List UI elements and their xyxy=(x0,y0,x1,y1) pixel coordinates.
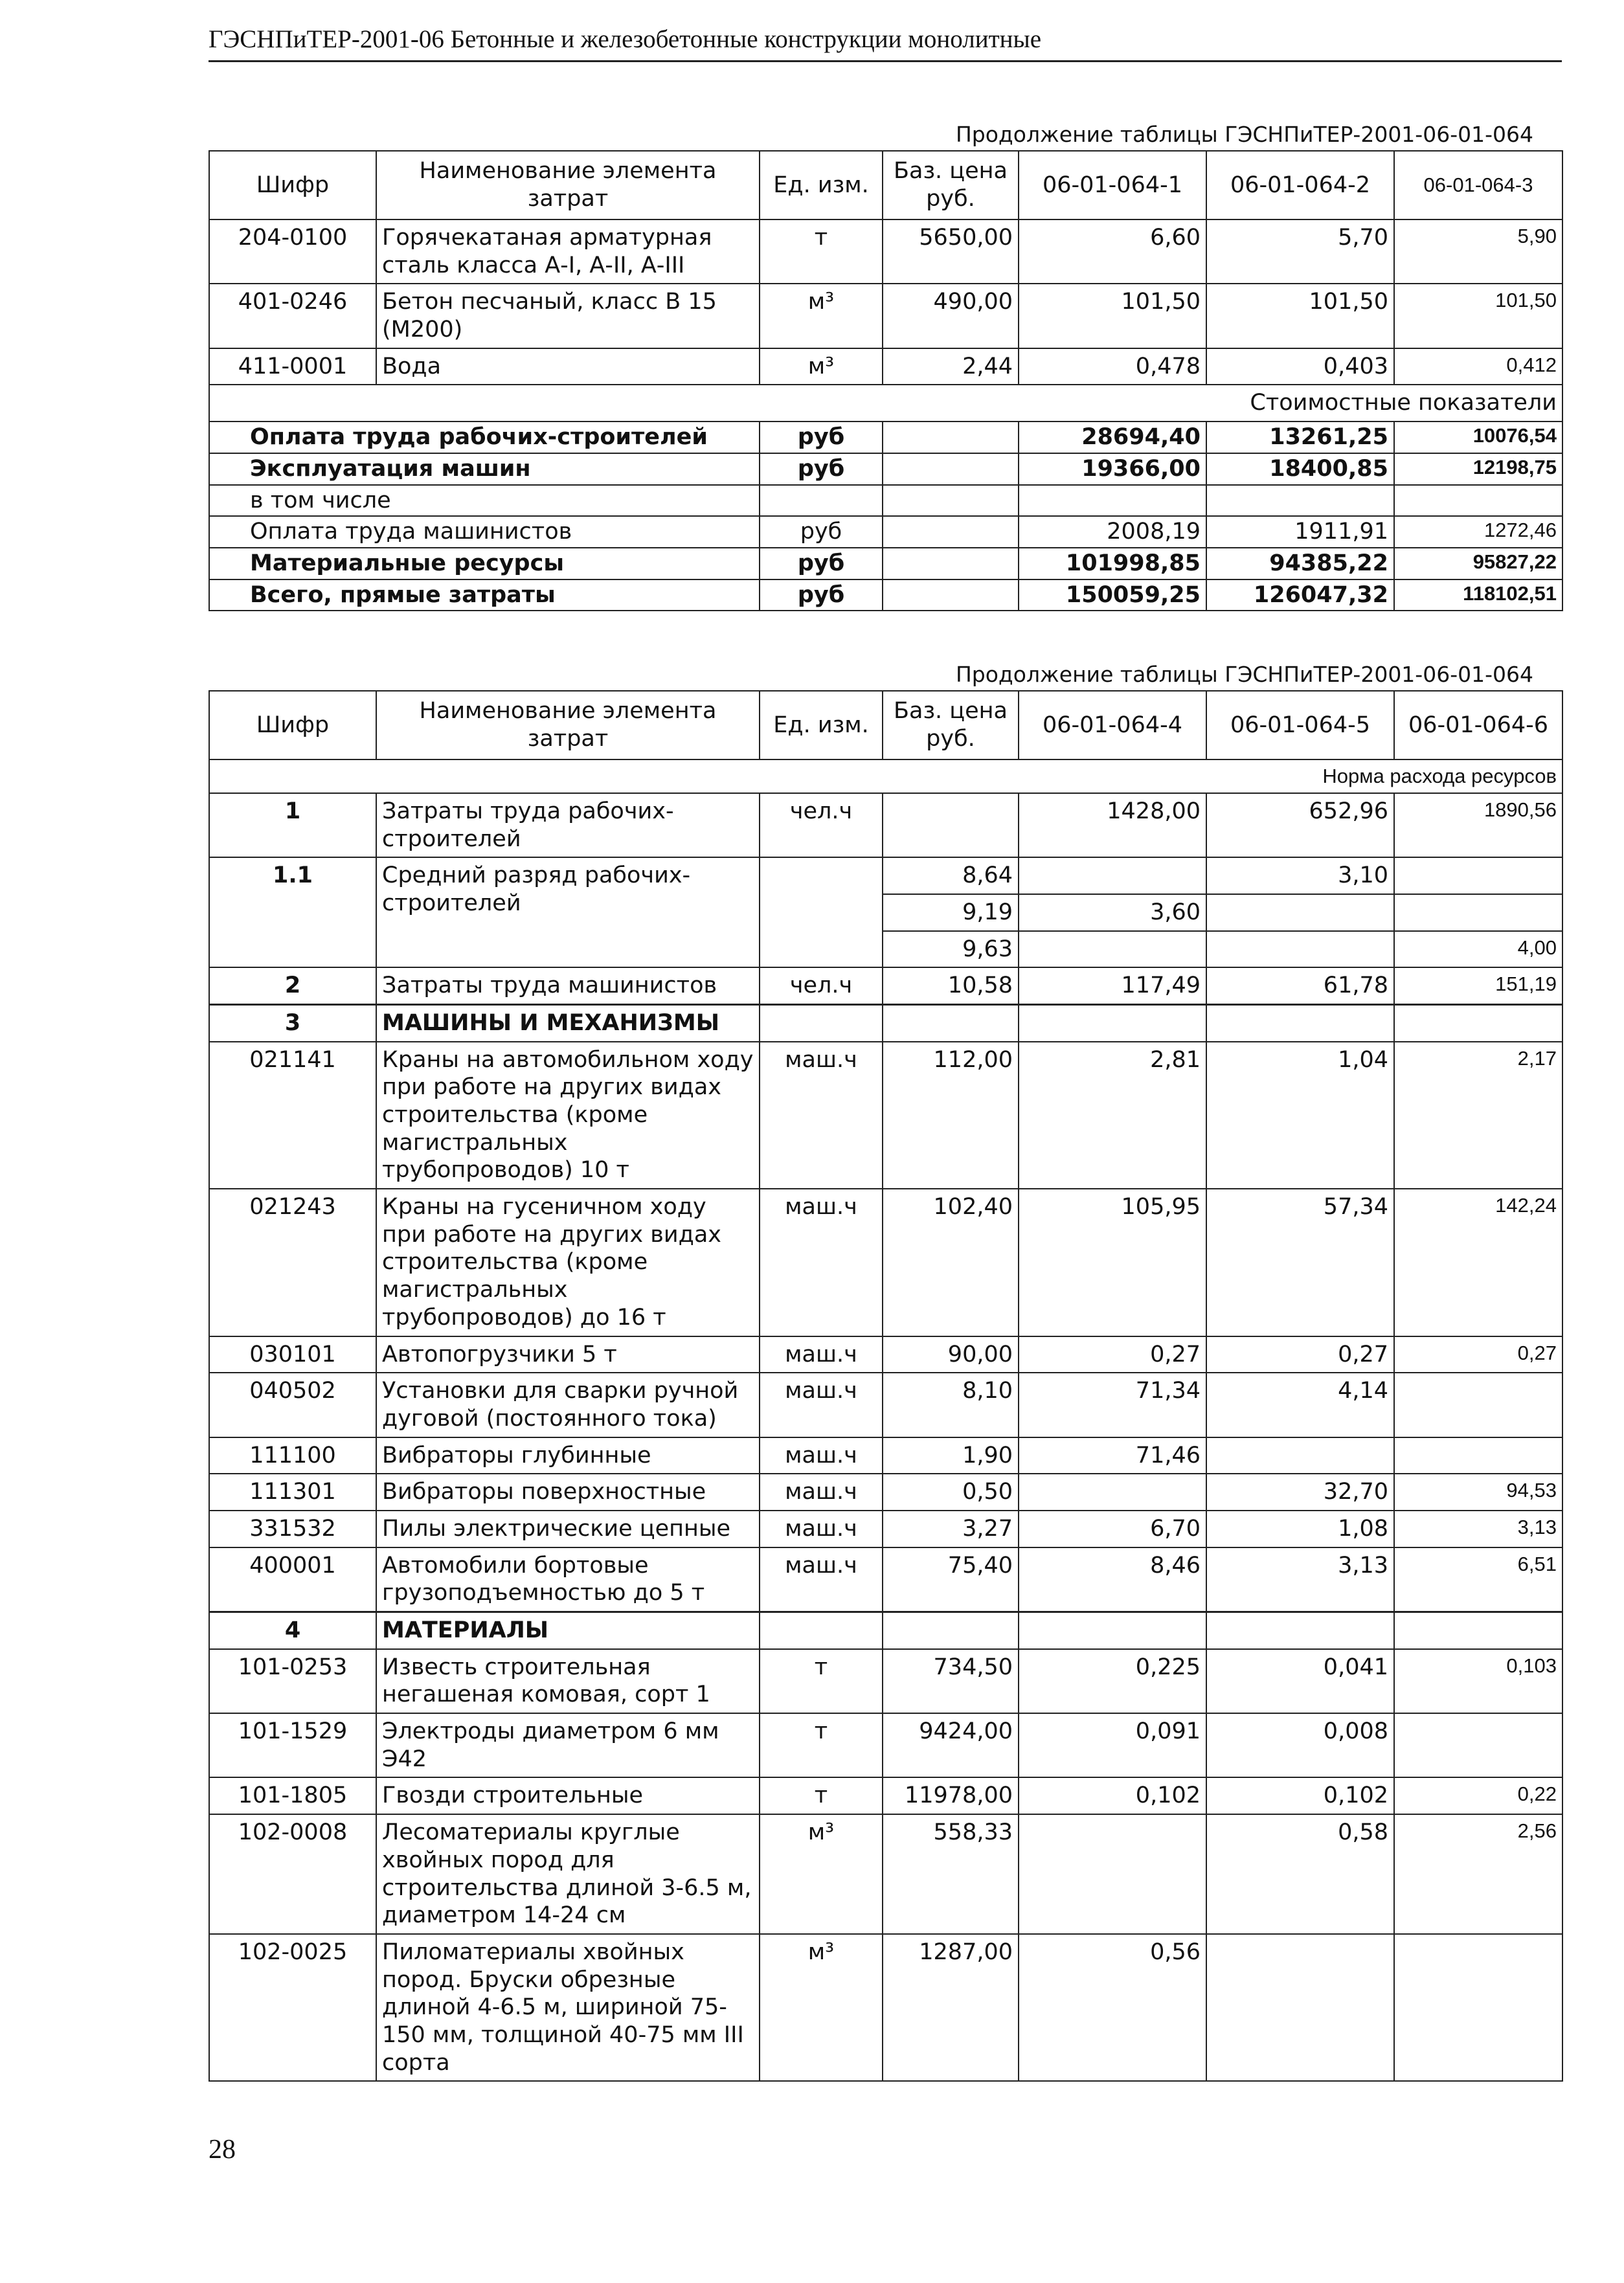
row-price: 9424,00 xyxy=(883,1713,1019,1777)
row-code: 040502 xyxy=(209,1373,376,1437)
row-code: 030101 xyxy=(209,1336,376,1373)
grade-value-3 xyxy=(1394,894,1562,931)
row-name: Затраты труда машинистов xyxy=(376,967,760,1004)
table-row xyxy=(209,1814,1562,1934)
row-name: Автопогрузчики 5 т xyxy=(376,1336,760,1373)
table-row xyxy=(209,1649,1562,1713)
row-value-2: 0,102 xyxy=(1206,1777,1394,1814)
row-value-2 xyxy=(1206,1437,1394,1474)
empty-cell xyxy=(1206,1612,1394,1649)
row-price: 1287,00 xyxy=(883,1934,1019,2081)
row-value-3: 0,27 xyxy=(1394,1336,1562,1373)
row-value-1: 0,56 xyxy=(1019,1934,1206,2081)
col-header-name: Наименование элемента затрат xyxy=(376,151,760,219)
row-value-1: 71,46 xyxy=(1019,1437,1206,1474)
section-label-row xyxy=(209,385,1562,422)
summary-unit: руб xyxy=(760,548,883,579)
col-header-name: Наименование элемента затрат xyxy=(376,691,760,759)
table-row xyxy=(209,1189,1562,1336)
row-name: Известь строительная негашеная комовая, сорт 1 xyxy=(376,1649,760,1713)
table-row xyxy=(209,1042,1562,1189)
row-value-2: 0,008 xyxy=(1206,1713,1394,1777)
row-code: 331532 xyxy=(209,1511,376,1547)
row-price: 11978,00 xyxy=(883,1777,1019,1814)
row-name: Автомобили бортовые грузоподъемностью до 5 т xyxy=(376,1547,760,1612)
row-value-2: 5,70 xyxy=(1206,219,1394,284)
section-header-row xyxy=(209,1004,1562,1041)
summary-value-2: 13261,25 xyxy=(1206,422,1394,453)
summary-name: Оплата труда рабочих-строителей xyxy=(209,422,760,453)
summary-name: Всего, прямые затраты xyxy=(209,579,760,611)
summary-value-1: 101998,85 xyxy=(1019,548,1206,579)
row-code: 102-0025 xyxy=(209,1934,376,2081)
summary-name: Эксплуатация машин xyxy=(209,453,760,485)
table-row xyxy=(209,1713,1562,1777)
summary-unit xyxy=(760,485,883,517)
summary-value-3: 1272,46 xyxy=(1394,516,1562,548)
row-value-2: 0,403 xyxy=(1206,348,1394,385)
row-value-3 xyxy=(1394,1713,1562,1777)
row-value-1: 6,70 xyxy=(1019,1511,1206,1547)
empty-cell xyxy=(883,1612,1019,1649)
summary-empty xyxy=(883,422,1019,453)
row-value-3: 0,103 xyxy=(1394,1649,1562,1713)
section-label-cost: Стоимостные показатели xyxy=(209,385,1562,422)
row-value-3: 0,22 xyxy=(1394,1777,1562,1814)
grade-value-1: 3,60 xyxy=(1019,894,1206,931)
col-header-unit: Ед. изм. xyxy=(760,691,883,759)
row-value-2 xyxy=(1206,1934,1394,2081)
col-header-variant-6: 06-01-064-6 xyxy=(1394,691,1562,759)
row-price: 112,00 xyxy=(883,1042,1019,1189)
summary-empty xyxy=(883,485,1019,517)
row-code: 021141 xyxy=(209,1042,376,1189)
table2-header-row xyxy=(209,691,1562,759)
row-unit: м³ xyxy=(760,348,883,385)
empty-cell xyxy=(883,1004,1019,1041)
row-value-1: 6,60 xyxy=(1019,219,1206,284)
row-value-1: 2,81 xyxy=(1019,1042,1206,1189)
row-value-3: 101,50 xyxy=(1394,284,1562,348)
row-code: 102-0008 xyxy=(209,1814,376,1934)
row-price: 102,40 xyxy=(883,1189,1019,1336)
grade-value-1 xyxy=(1019,857,1206,894)
summary-value-2: 18400,85 xyxy=(1206,453,1394,485)
row-value-3 xyxy=(1394,1437,1562,1474)
row-price: 3,27 xyxy=(883,1511,1019,1547)
row-value-2: 101,50 xyxy=(1206,284,1394,348)
row-value-1: 0,27 xyxy=(1019,1336,1206,1373)
row-code: 111301 xyxy=(209,1474,376,1511)
row-unit: маш.ч xyxy=(760,1437,883,1474)
grade-value-2 xyxy=(1206,931,1394,968)
summary-row xyxy=(209,485,1562,517)
summary-value-3: 12198,75 xyxy=(1394,453,1562,485)
summary-row xyxy=(209,453,1562,485)
table-row xyxy=(209,1336,1562,1373)
row-code: 111100 xyxy=(209,1437,376,1474)
empty-cell xyxy=(1019,1004,1206,1041)
row-price: 734,50 xyxy=(883,1649,1019,1713)
col-header-variant-2: 06-01-064-2 xyxy=(1206,151,1394,219)
summary-name: Материальные ресурсы xyxy=(209,548,760,579)
row-code: 021243 xyxy=(209,1189,376,1336)
row-name: Средний разряд рабочих-строителей xyxy=(376,857,760,967)
row-value-3 xyxy=(1394,1934,1562,2081)
row-value-3: 3,13 xyxy=(1394,1511,1562,1547)
row-unit: маш.ч xyxy=(760,1511,883,1547)
row-value-3: 94,53 xyxy=(1394,1474,1562,1511)
section-title-materials: МАТЕРИАЛЫ xyxy=(376,1612,760,1649)
grade-value-2: 3,10 xyxy=(1206,857,1394,894)
row-code: 101-1805 xyxy=(209,1777,376,1814)
row-value-1: 0,091 xyxy=(1019,1713,1206,1777)
row-value-2: 1,08 xyxy=(1206,1511,1394,1547)
row-code: 101-1529 xyxy=(209,1713,376,1777)
row-unit: т xyxy=(760,1777,883,1814)
summary-unit: руб xyxy=(760,453,883,485)
row-name: Краны на автомобильном ходу при работе на других видах строительства (кроме магистральных трубопроводов) 10 т xyxy=(376,1042,760,1189)
section-label-row xyxy=(209,759,1562,793)
row-price: 90,00 xyxy=(883,1336,1019,1373)
row-name: Горячекатаная арматурная сталь класса А-I, А-II, А-III xyxy=(376,219,760,284)
row-value-3: 0,412 xyxy=(1394,348,1562,385)
row-value-3: 142,24 xyxy=(1394,1189,1562,1336)
row-price: 490,00 xyxy=(883,284,1019,348)
table-row xyxy=(209,1547,1562,1612)
table-row xyxy=(209,1474,1562,1511)
row-name: Вода xyxy=(376,348,760,385)
row-value-1: 8,46 xyxy=(1019,1547,1206,1612)
row-value-2: 0,58 xyxy=(1206,1814,1394,1934)
row-unit: чел.ч xyxy=(760,793,883,857)
table-row xyxy=(209,793,1562,857)
table-row xyxy=(209,1373,1562,1437)
row-price: 2,44 xyxy=(883,348,1019,385)
row-unit: маш.ч xyxy=(760,1373,883,1437)
row-value-1: 101,50 xyxy=(1019,284,1206,348)
row-unit: т xyxy=(760,219,883,284)
summary-value-1: 2008,19 xyxy=(1019,516,1206,548)
row-name: Лесоматериалы круглые хвойных пород для строительства длиной 3-6.5 м, диаметром 14-24 см xyxy=(376,1814,760,1934)
row-value-1: 0,478 xyxy=(1019,348,1206,385)
summary-empty xyxy=(883,453,1019,485)
row-price: 8,10 xyxy=(883,1373,1019,1437)
table-row xyxy=(209,1511,1562,1547)
grade-value-1 xyxy=(1019,931,1206,968)
table-row xyxy=(209,219,1562,284)
row-code: 204-0100 xyxy=(209,219,376,284)
summary-value-1: 28694,40 xyxy=(1019,422,1206,453)
empty-cell xyxy=(1019,1612,1206,1649)
grade-value-3 xyxy=(1394,857,1562,894)
summary-value-2: 126047,32 xyxy=(1206,579,1394,611)
row-name: Бетон песчаный, класс В 15 (М200) xyxy=(376,284,760,348)
row-code: 400001 xyxy=(209,1547,376,1612)
empty-cell xyxy=(1394,1612,1562,1649)
row-price xyxy=(883,793,1019,857)
col-header-unit: Ед. изм. xyxy=(760,151,883,219)
table2-caption: Продолжение таблицы ГЭСНПиТЕР-2001-06-01-064 xyxy=(955,662,1533,687)
summary-value-1: 19366,00 xyxy=(1019,453,1206,485)
summary-unit: руб xyxy=(760,422,883,453)
row-value-2: 1,04 xyxy=(1206,1042,1394,1189)
row-unit: маш.ч xyxy=(760,1547,883,1612)
row-unit: м³ xyxy=(760,1814,883,1934)
row-code: 1 xyxy=(209,793,376,857)
row-value-1 xyxy=(1019,1474,1206,1511)
resource-table-2 xyxy=(209,690,1563,2082)
row-unit xyxy=(760,857,883,967)
col-header-code: Шифр xyxy=(209,151,376,219)
col-header-variant-4: 06-01-064-4 xyxy=(1019,691,1206,759)
empty-cell xyxy=(1206,1004,1394,1041)
row-value-3: 2,56 xyxy=(1394,1814,1562,1934)
row-value-2: 32,70 xyxy=(1206,1474,1394,1511)
summary-value-3: 95827,22 xyxy=(1394,548,1562,579)
summary-value-1: 150059,25 xyxy=(1019,579,1206,611)
empty-cell xyxy=(1394,1004,1562,1041)
row-value-3: 1890,56 xyxy=(1394,793,1562,857)
row-code: 2 xyxy=(209,967,376,1004)
row-unit: чел.ч xyxy=(760,967,883,1004)
summary-value-1 xyxy=(1019,485,1206,517)
table1-caption: Продолжение таблицы ГЭСНПиТЕР-2001-06-01-064 xyxy=(955,122,1533,147)
resource-table-1 xyxy=(209,150,1563,611)
table1-header-row xyxy=(209,151,1562,219)
row-unit: маш.ч xyxy=(760,1474,883,1511)
row-value-1: 105,95 xyxy=(1019,1189,1206,1336)
summary-row xyxy=(209,422,1562,453)
summary-name: Оплата труда машинистов xyxy=(209,516,760,548)
grade-price: 8,64 xyxy=(883,857,1019,894)
row-price: 1,90 xyxy=(883,1437,1019,1474)
section-header-row xyxy=(209,1612,1562,1649)
row-code: 411-0001 xyxy=(209,348,376,385)
row-value-3 xyxy=(1394,1373,1562,1437)
col-header-price: Баз. цена руб. xyxy=(883,151,1019,219)
row-price: 10,58 xyxy=(883,967,1019,1004)
row-value-1 xyxy=(1019,1814,1206,1934)
row-unit: маш.ч xyxy=(760,1336,883,1373)
table-row xyxy=(209,1934,1562,2081)
table-row xyxy=(209,967,1562,1004)
summary-empty xyxy=(883,579,1019,611)
grade-value-2 xyxy=(1206,894,1394,931)
row-value-2: 4,14 xyxy=(1206,1373,1394,1437)
table-row xyxy=(209,284,1562,348)
row-value-1: 0,225 xyxy=(1019,1649,1206,1713)
summary-value-2 xyxy=(1206,485,1394,517)
row-value-3: 5,90 xyxy=(1394,219,1562,284)
section-code: 3 xyxy=(209,1004,376,1041)
row-value-2: 652,96 xyxy=(1206,793,1394,857)
summary-value-3 xyxy=(1394,485,1562,517)
row-value-1: 0,102 xyxy=(1019,1777,1206,1814)
row-price: 0,50 xyxy=(883,1474,1019,1511)
summary-empty xyxy=(883,516,1019,548)
grade-price: 9,19 xyxy=(883,894,1019,931)
row-name: Установки для сварки ручной дуговой (постоянного тока) xyxy=(376,1373,760,1437)
row-name: Вибраторы поверхностные xyxy=(376,1474,760,1511)
row-unit: маш.ч xyxy=(760,1189,883,1336)
section-label-norm: Норма расхода ресурсов xyxy=(209,759,1562,793)
row-value-3: 151,19 xyxy=(1394,967,1562,1004)
section-title-machines: МАШИНЫ И МЕХАНИЗМЫ xyxy=(376,1004,760,1041)
row-unit: м³ xyxy=(760,284,883,348)
row-name: Электроды диаметром 6 мм Э42 xyxy=(376,1713,760,1777)
row-name: Пиломатериалы хвойных пород. Бруски обрезные длиной 4-6.5 м, шириной 75-150 мм, толщиной 40-75 мм III сорта xyxy=(376,1934,760,2081)
grade-value-3: 4,00 xyxy=(1394,931,1562,968)
row-unit: т xyxy=(760,1649,883,1713)
summary-row xyxy=(209,516,1562,548)
summary-value-2: 94385,22 xyxy=(1206,548,1394,579)
row-price: 558,33 xyxy=(883,1814,1019,1934)
row-name: Гвозди строительные xyxy=(376,1777,760,1814)
row-value-2: 61,78 xyxy=(1206,967,1394,1004)
row-value-2: 0,27 xyxy=(1206,1336,1394,1373)
summary-value-3: 118102,51 xyxy=(1394,579,1562,611)
summary-unit: руб xyxy=(760,516,883,548)
row-value-1: 117,49 xyxy=(1019,967,1206,1004)
row-value-2: 0,041 xyxy=(1206,1649,1394,1713)
grade-price: 9,63 xyxy=(883,931,1019,968)
col-header-variant-5: 06-01-064-5 xyxy=(1206,691,1394,759)
col-header-variant-3: 06-01-064-3 xyxy=(1394,151,1562,219)
row-code: 101-0253 xyxy=(209,1649,376,1713)
row-value-3: 6,51 xyxy=(1394,1547,1562,1612)
row-value-1: 1428,00 xyxy=(1019,793,1206,857)
summary-name: в том числе xyxy=(209,485,760,517)
col-header-variant-1: 06-01-064-1 xyxy=(1019,151,1206,219)
summary-row xyxy=(209,579,1562,611)
summary-value-3: 10076,54 xyxy=(1394,422,1562,453)
row-value-3: 2,17 xyxy=(1394,1042,1562,1189)
grade-row xyxy=(209,857,1562,894)
row-price: 75,40 xyxy=(883,1547,1019,1612)
row-code: 401-0246 xyxy=(209,284,376,348)
empty-cell xyxy=(760,1004,883,1041)
table-row xyxy=(209,348,1562,385)
section-code: 4 xyxy=(209,1612,376,1649)
row-price: 5650,00 xyxy=(883,219,1019,284)
row-name: Вибраторы глубинные xyxy=(376,1437,760,1474)
empty-cell xyxy=(760,1612,883,1649)
table-row xyxy=(209,1777,1562,1814)
page-header-title: ГЭСНПиТЕР-2001-06 Бетонные и железобетонные конструкции монолитные xyxy=(209,25,1562,62)
summary-unit: руб xyxy=(760,579,883,611)
col-header-price: Баз. цена руб. xyxy=(883,691,1019,759)
row-name: Краны на гусеничном ходу при работе на других видах строительства (кроме магистральных трубопроводов) до 16 т xyxy=(376,1189,760,1336)
row-unit: т xyxy=(760,1713,883,1777)
row-value-2: 57,34 xyxy=(1206,1189,1394,1336)
summary-value-2: 1911,91 xyxy=(1206,516,1394,548)
row-unit: маш.ч xyxy=(760,1042,883,1189)
row-code: 1.1 xyxy=(209,857,376,967)
row-unit: м³ xyxy=(760,1934,883,2081)
row-value-2: 3,13 xyxy=(1206,1547,1394,1612)
summary-row xyxy=(209,548,1562,579)
row-value-1: 71,34 xyxy=(1019,1373,1206,1437)
summary-empty xyxy=(883,548,1019,579)
col-header-code: Шифр xyxy=(209,691,376,759)
table-row xyxy=(209,1437,1562,1474)
row-name: Пилы электрические цепные xyxy=(376,1511,760,1547)
row-name: Затраты труда рабочих-строителей xyxy=(376,793,760,857)
page-number: 28 xyxy=(209,2135,236,2165)
